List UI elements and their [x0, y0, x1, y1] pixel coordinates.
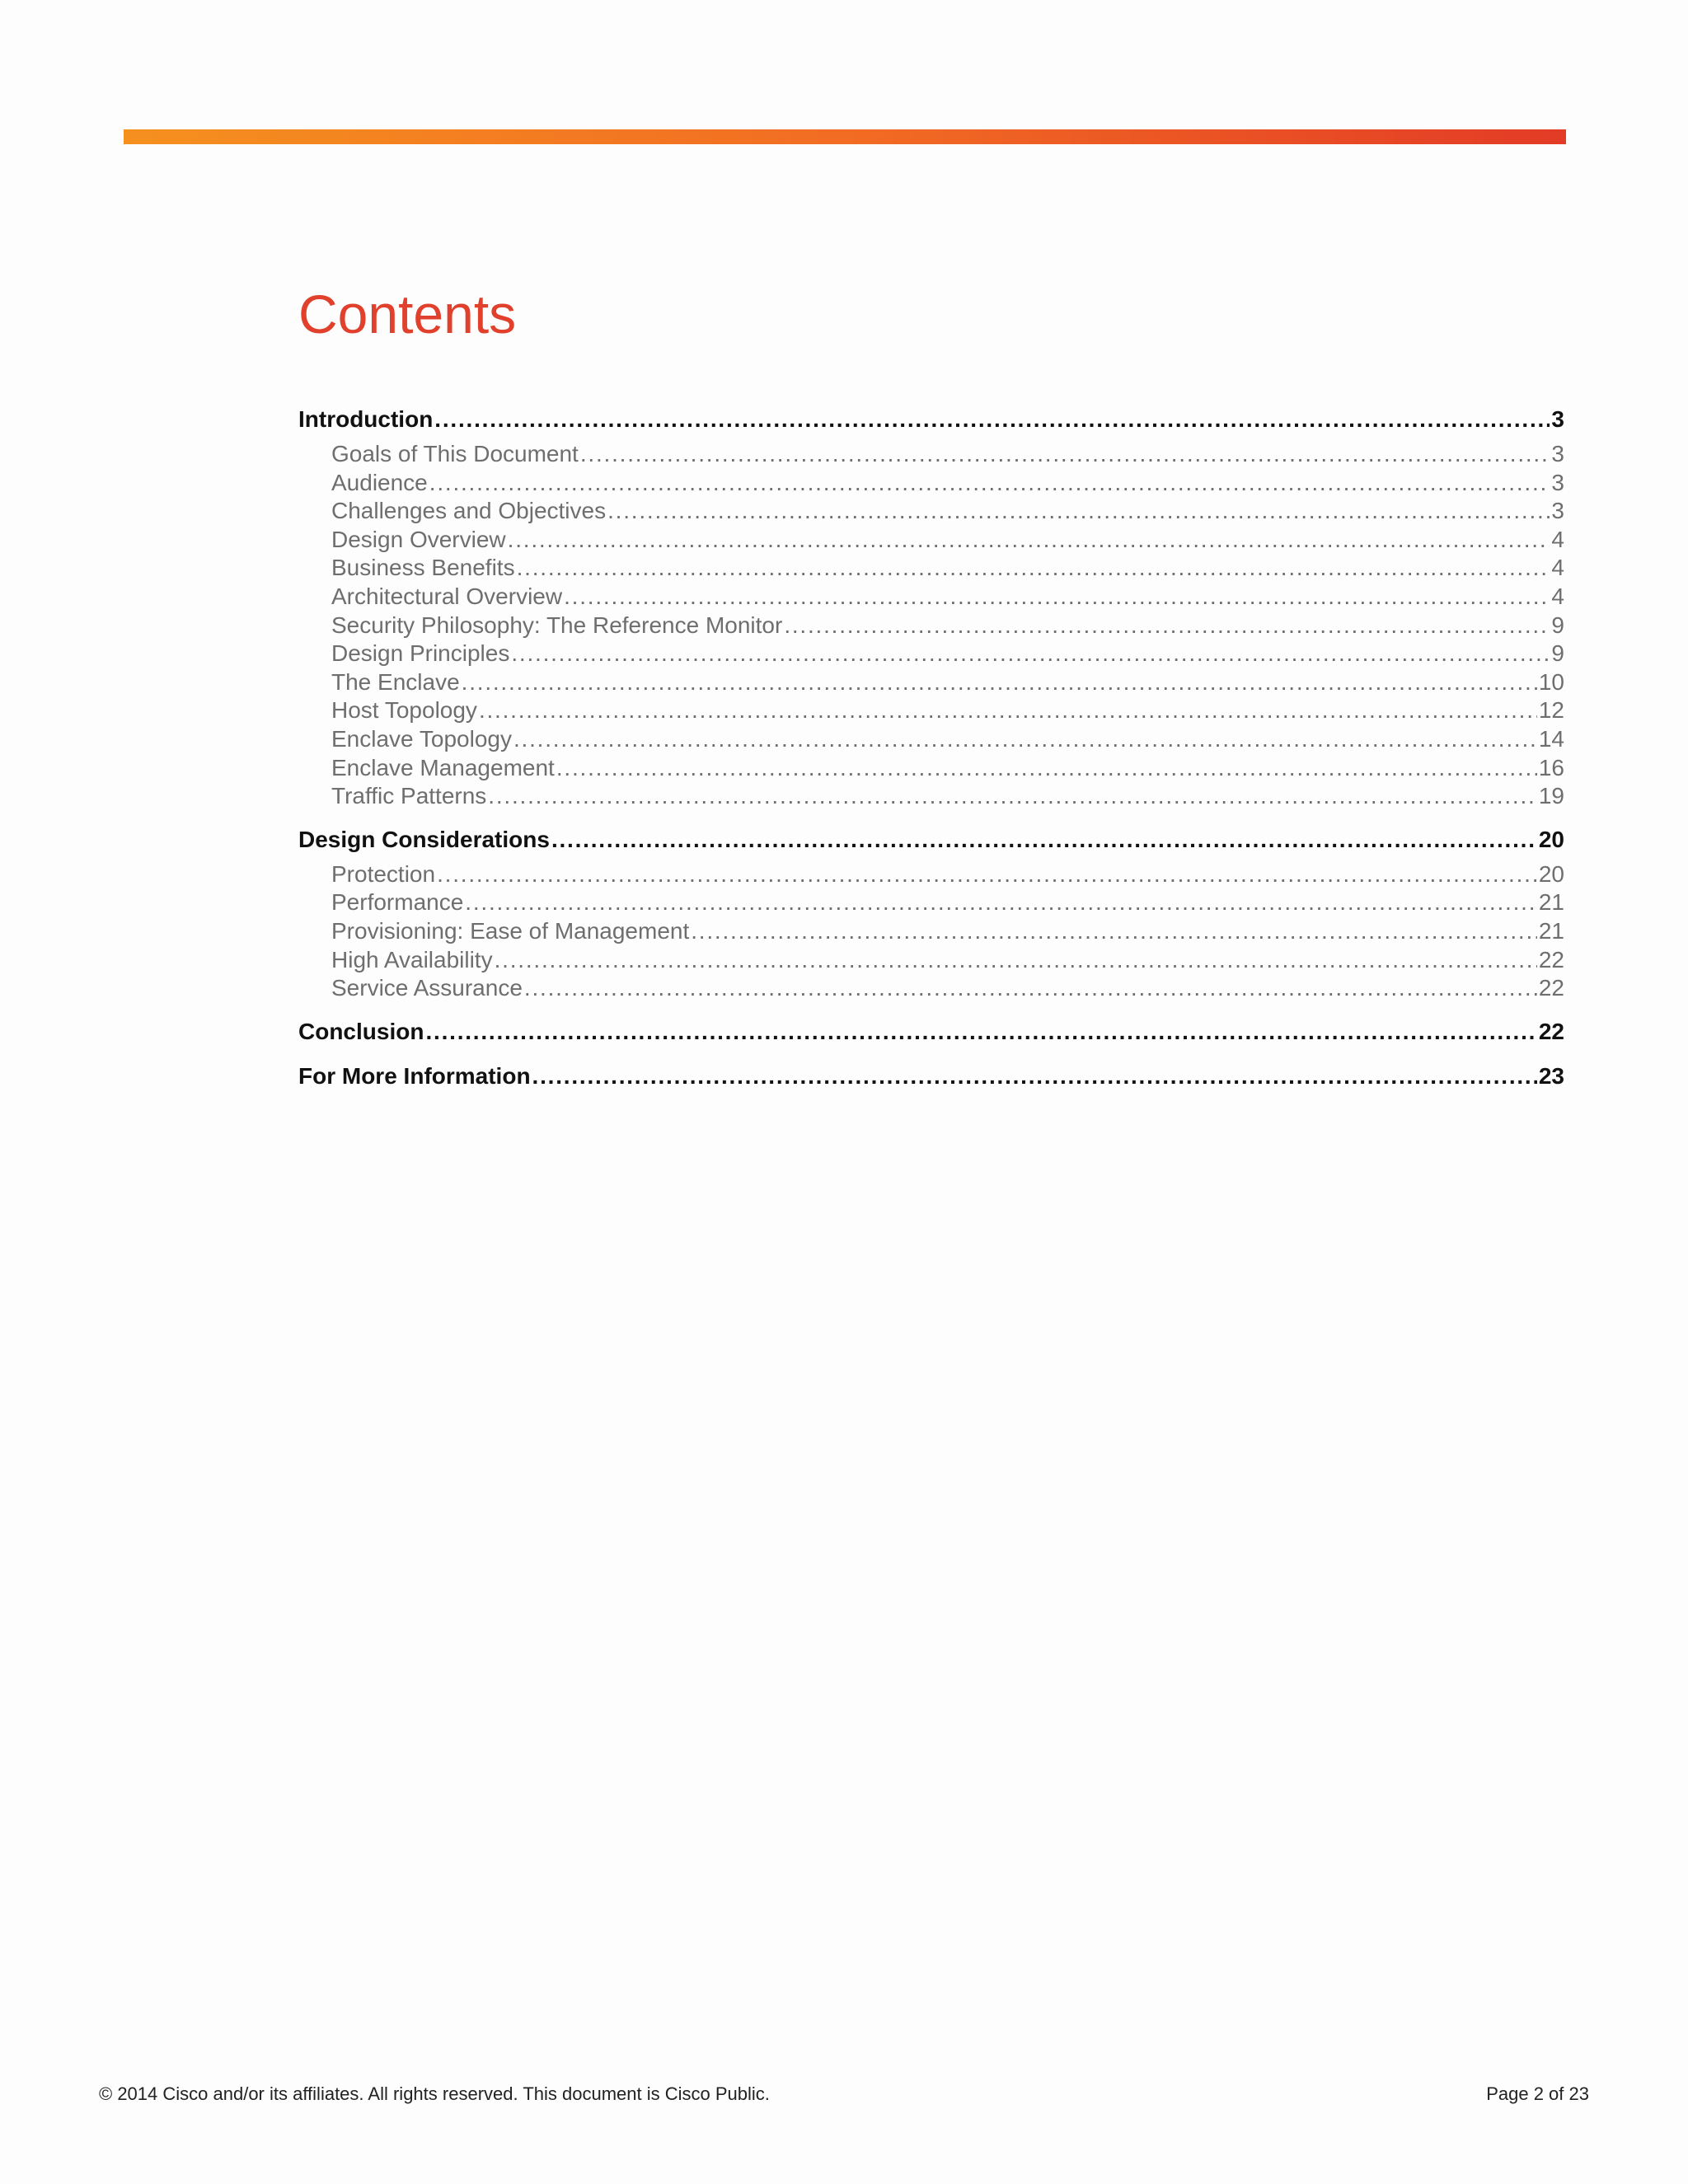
toc-section-entry[interactable]	[298, 824, 1564, 855]
toc-entry-label: Protection	[331, 860, 436, 887]
toc-subsection-entry[interactable]	[298, 725, 1564, 754]
toc-entry-page-number: 3	[1551, 441, 1564, 466]
footer-copyright: © 2014 Cisco and/or its affiliates. All rights reserved. This document is Cisco Public.	[99, 2083, 770, 2104]
toc-entry-page-number: 20	[1538, 826, 1564, 852]
toc-entry-label: High Availability	[331, 946, 493, 972]
toc-dot-leader	[437, 860, 1537, 889]
toc-entry-page-number: 9	[1551, 612, 1564, 638]
toc-entry-page-number: 9	[1551, 640, 1564, 667]
toc-entry-page-number: 22	[1538, 975, 1564, 1001]
toc-entry-label: Provisioning: Ease of Management	[331, 917, 690, 944]
toc-entry-page-number: 20	[1538, 860, 1564, 887]
toc-entry-page-number: 22	[1538, 1018, 1564, 1044]
toc-entry-page-number: 16	[1538, 754, 1564, 780]
toc-subsection-entry[interactable]	[298, 440, 1564, 469]
toc-dot-leader	[488, 782, 1537, 811]
toc-dot-leader	[551, 824, 1537, 855]
toc-section	[298, 1061, 1564, 1092]
toc-entry-page-number: 10	[1538, 668, 1564, 695]
toc-subsection-entry[interactable]	[298, 974, 1564, 1003]
toc-dot-leader	[465, 888, 1537, 917]
table-of-contents	[298, 404, 1564, 1105]
toc-dot-leader	[495, 946, 1537, 975]
toc-entry-label: Business Benefits	[331, 555, 515, 581]
toc-subsection-list	[298, 860, 1564, 1003]
toc-entry-page-number: 4	[1551, 555, 1564, 581]
toc-entry-label: Service Assurance	[331, 975, 523, 1001]
toc-subsection-entry[interactable]	[298, 583, 1564, 612]
toc-entry-page-number: 14	[1538, 725, 1564, 752]
toc-subsection-entry[interactable]	[298, 754, 1564, 783]
toc-entry-label: Architectural Overview	[331, 583, 563, 609]
toc-entry-label: For More Information	[298, 1062, 531, 1089]
toc-subsection-entry[interactable]	[298, 497, 1564, 526]
toc-dot-leader	[462, 668, 1537, 697]
toc-dot-leader	[425, 1016, 1536, 1047]
toc-entry-label: Traffic Patterns	[331, 783, 487, 809]
toc-entry-label: Audience	[331, 469, 428, 495]
toc-dot-leader	[511, 640, 1550, 668]
toc-entry-page-number: 4	[1551, 583, 1564, 609]
toc-section-entry[interactable]	[298, 1016, 1564, 1047]
toc-entry-label: Enclave Management	[331, 754, 555, 780]
toc-subsection-entry[interactable]	[298, 554, 1564, 583]
toc-dot-leader	[524, 974, 1537, 1003]
toc-dot-leader	[517, 554, 1550, 583]
toc-dot-leader	[434, 404, 1550, 435]
toc-entry-label: Design Considerations	[298, 826, 550, 852]
toc-entry-label: Enclave Topology	[331, 725, 512, 752]
toc-subsection-entry[interactable]	[298, 469, 1564, 498]
toc-entry-page-number: 3	[1551, 469, 1564, 495]
toc-entry-label: Challenges and Objectives	[331, 498, 607, 524]
toc-subsection-entry[interactable]	[298, 668, 1564, 697]
toc-dot-leader	[513, 725, 1537, 754]
toc-entry-page-number: 3	[1551, 406, 1564, 432]
toc-subsection-entry[interactable]	[298, 640, 1564, 668]
toc-entry-label: Security Philosophy: The Reference Monitor	[331, 612, 783, 638]
toc-subsection-entry[interactable]	[298, 782, 1564, 811]
toc-entry-page-number: 23	[1538, 1062, 1564, 1089]
toc-dot-leader	[784, 612, 1550, 640]
toc-dot-leader	[607, 497, 1550, 526]
toc-entry-label: Design Overview	[331, 526, 506, 552]
toc-section-entry[interactable]	[298, 404, 1564, 435]
toc-dot-leader	[556, 754, 1537, 783]
toc-entry-page-number: 21	[1538, 917, 1564, 944]
toc-subsection-entry[interactable]	[298, 917, 1564, 946]
toc-entry-page-number: 21	[1538, 889, 1564, 916]
page-title: Contents	[298, 284, 517, 344]
toc-dot-leader	[479, 696, 1537, 725]
toc-dot-leader	[429, 469, 1550, 498]
toc-section	[298, 824, 1564, 1003]
toc-entry-label: Conclusion	[298, 1018, 424, 1044]
toc-entry-label: Design Principles	[331, 640, 510, 667]
toc-dot-leader	[564, 583, 1550, 612]
toc-subsection-entry[interactable]	[298, 612, 1564, 640]
toc-entry-label: Performance	[331, 889, 464, 916]
toc-dot-leader	[508, 526, 1550, 555]
page-footer	[99, 2083, 1589, 2105]
toc-entry-page-number: 12	[1538, 697, 1564, 724]
toc-section	[298, 404, 1564, 811]
toc-section	[298, 1016, 1564, 1047]
toc-entry-page-number: 3	[1551, 498, 1564, 524]
toc-entry-page-number: 4	[1551, 526, 1564, 552]
toc-entry-label: Goals of This Document	[331, 441, 579, 466]
toc-subsection-entry[interactable]	[298, 696, 1564, 725]
toc-dot-leader	[691, 917, 1537, 946]
toc-entry-label: The Enclave	[331, 668, 460, 695]
toc-subsection-entry[interactable]	[298, 860, 1564, 889]
toc-entry-page-number: 19	[1538, 783, 1564, 809]
footer-page-indicator: Page 2 of 23	[1486, 2083, 1589, 2104]
toc-subsection-entry[interactable]	[298, 946, 1564, 975]
toc-section-entry[interactable]	[298, 1061, 1564, 1092]
toc-subsection-list	[298, 440, 1564, 811]
toc-entry-page-number: 22	[1538, 946, 1564, 972]
toc-subsection-entry[interactable]	[298, 526, 1564, 555]
toc-entry-label: Introduction	[298, 406, 434, 432]
header-accent-bar	[124, 129, 1566, 144]
toc-subsection-entry[interactable]	[298, 888, 1564, 917]
toc-dot-leader	[532, 1061, 1537, 1092]
toc-entry-label: Host Topology	[331, 697, 477, 724]
toc-dot-leader	[580, 440, 1550, 469]
